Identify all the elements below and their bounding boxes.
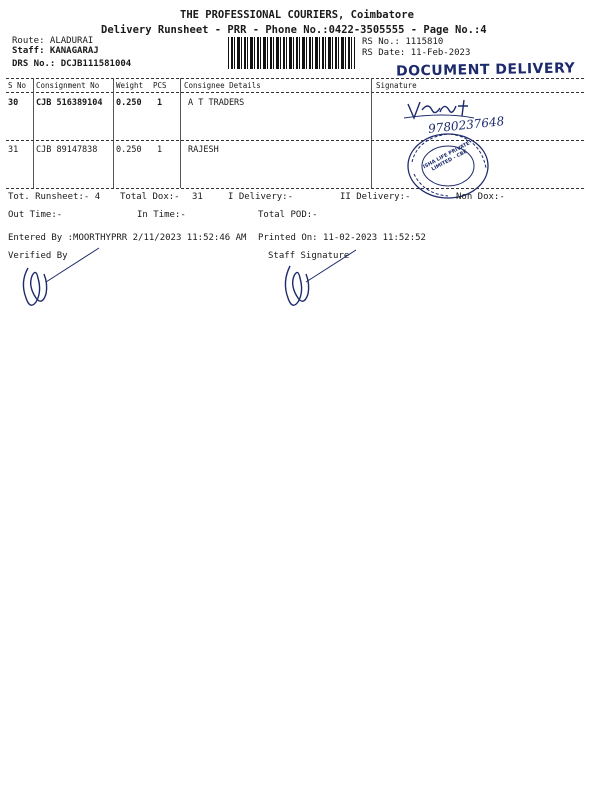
total-dox-label: Total Dox:- [120, 192, 180, 202]
staff-signature [276, 240, 366, 320]
total-dox-value: 31 [192, 192, 203, 202]
table-bottom-rule [6, 188, 584, 189]
column-divider [371, 78, 372, 188]
barcode [228, 37, 355, 69]
receiver-phone-note: 9780237648 [427, 114, 505, 136]
runsheet-subtitle: Delivery Runsheet - PRR - Phone No.:0422-3505555 - Page No.:4 [101, 24, 487, 36]
total-pod: Total POD:- [258, 210, 318, 220]
drs-number: DRS No.: DCJB111581004 [12, 59, 132, 69]
row-sno: 31 [8, 145, 19, 155]
row-weight: 0.250 [116, 98, 142, 108]
row-consignee: RAJESH [188, 145, 219, 155]
row-consignee: A T TRADERS [188, 98, 245, 108]
rs-number: RS No.: 1115810 [362, 37, 444, 47]
in-time: In Time:- [137, 210, 186, 220]
col-header-consignment: Consignment No [36, 81, 100, 90]
i-delivery: I Delivery:- [228, 192, 294, 202]
company-title: THE PROFESSIONAL COURIERS, Coimbatore [180, 9, 414, 21]
row-consignment: CJB 516389104 [36, 98, 103, 108]
verified-by-label: Verified By [8, 251, 68, 261]
col-header-sno: S No [8, 81, 27, 90]
staff-signature-label: Staff Signature [268, 251, 350, 261]
row-consignment: CJB 89147838 [36, 145, 98, 155]
route-label: Route: ALADURAI [12, 36, 94, 46]
non-dox: Non Dox:- [456, 192, 505, 202]
table-header-rule [6, 92, 584, 93]
rs-date: RS Date: 11-Feb-2023 [362, 48, 471, 58]
seal-text: ISHA LIFE PRIVATE LIMITED - CBE [422, 140, 471, 173]
column-divider [113, 78, 114, 188]
ii-delivery: II Delivery:- [340, 192, 411, 202]
row-weight: 0.250 [116, 145, 142, 155]
document-delivery-stamp: DOCUMENT DELIVERY [395, 60, 576, 80]
row-pcs: 1 [157, 145, 163, 155]
staff-label: Staff: KANAGARAJ [12, 46, 99, 56]
verifier-signature [14, 240, 104, 320]
col-header-weight: Weight [116, 81, 144, 90]
printed-on: Printed On: 11-02-2023 11:52:52 [258, 233, 426, 243]
company-seal [402, 130, 494, 200]
entered-by: Entered By :MOORTHYPRR 2/11/2023 11:52:46 AM [8, 233, 247, 243]
column-divider [33, 78, 34, 188]
column-divider [180, 78, 181, 188]
col-header-signature: Signature [376, 81, 417, 90]
row-pcs: 1 [157, 98, 163, 108]
col-header-pcs: PCS [153, 81, 167, 90]
total-runsheet: Tot. Runsheet:- 4 [8, 192, 101, 202]
out-time: Out Time:- [8, 210, 63, 220]
table-top-rule [6, 78, 584, 79]
col-header-consignee: Consignee Details [184, 81, 261, 90]
row-sno: 30 [8, 98, 19, 108]
